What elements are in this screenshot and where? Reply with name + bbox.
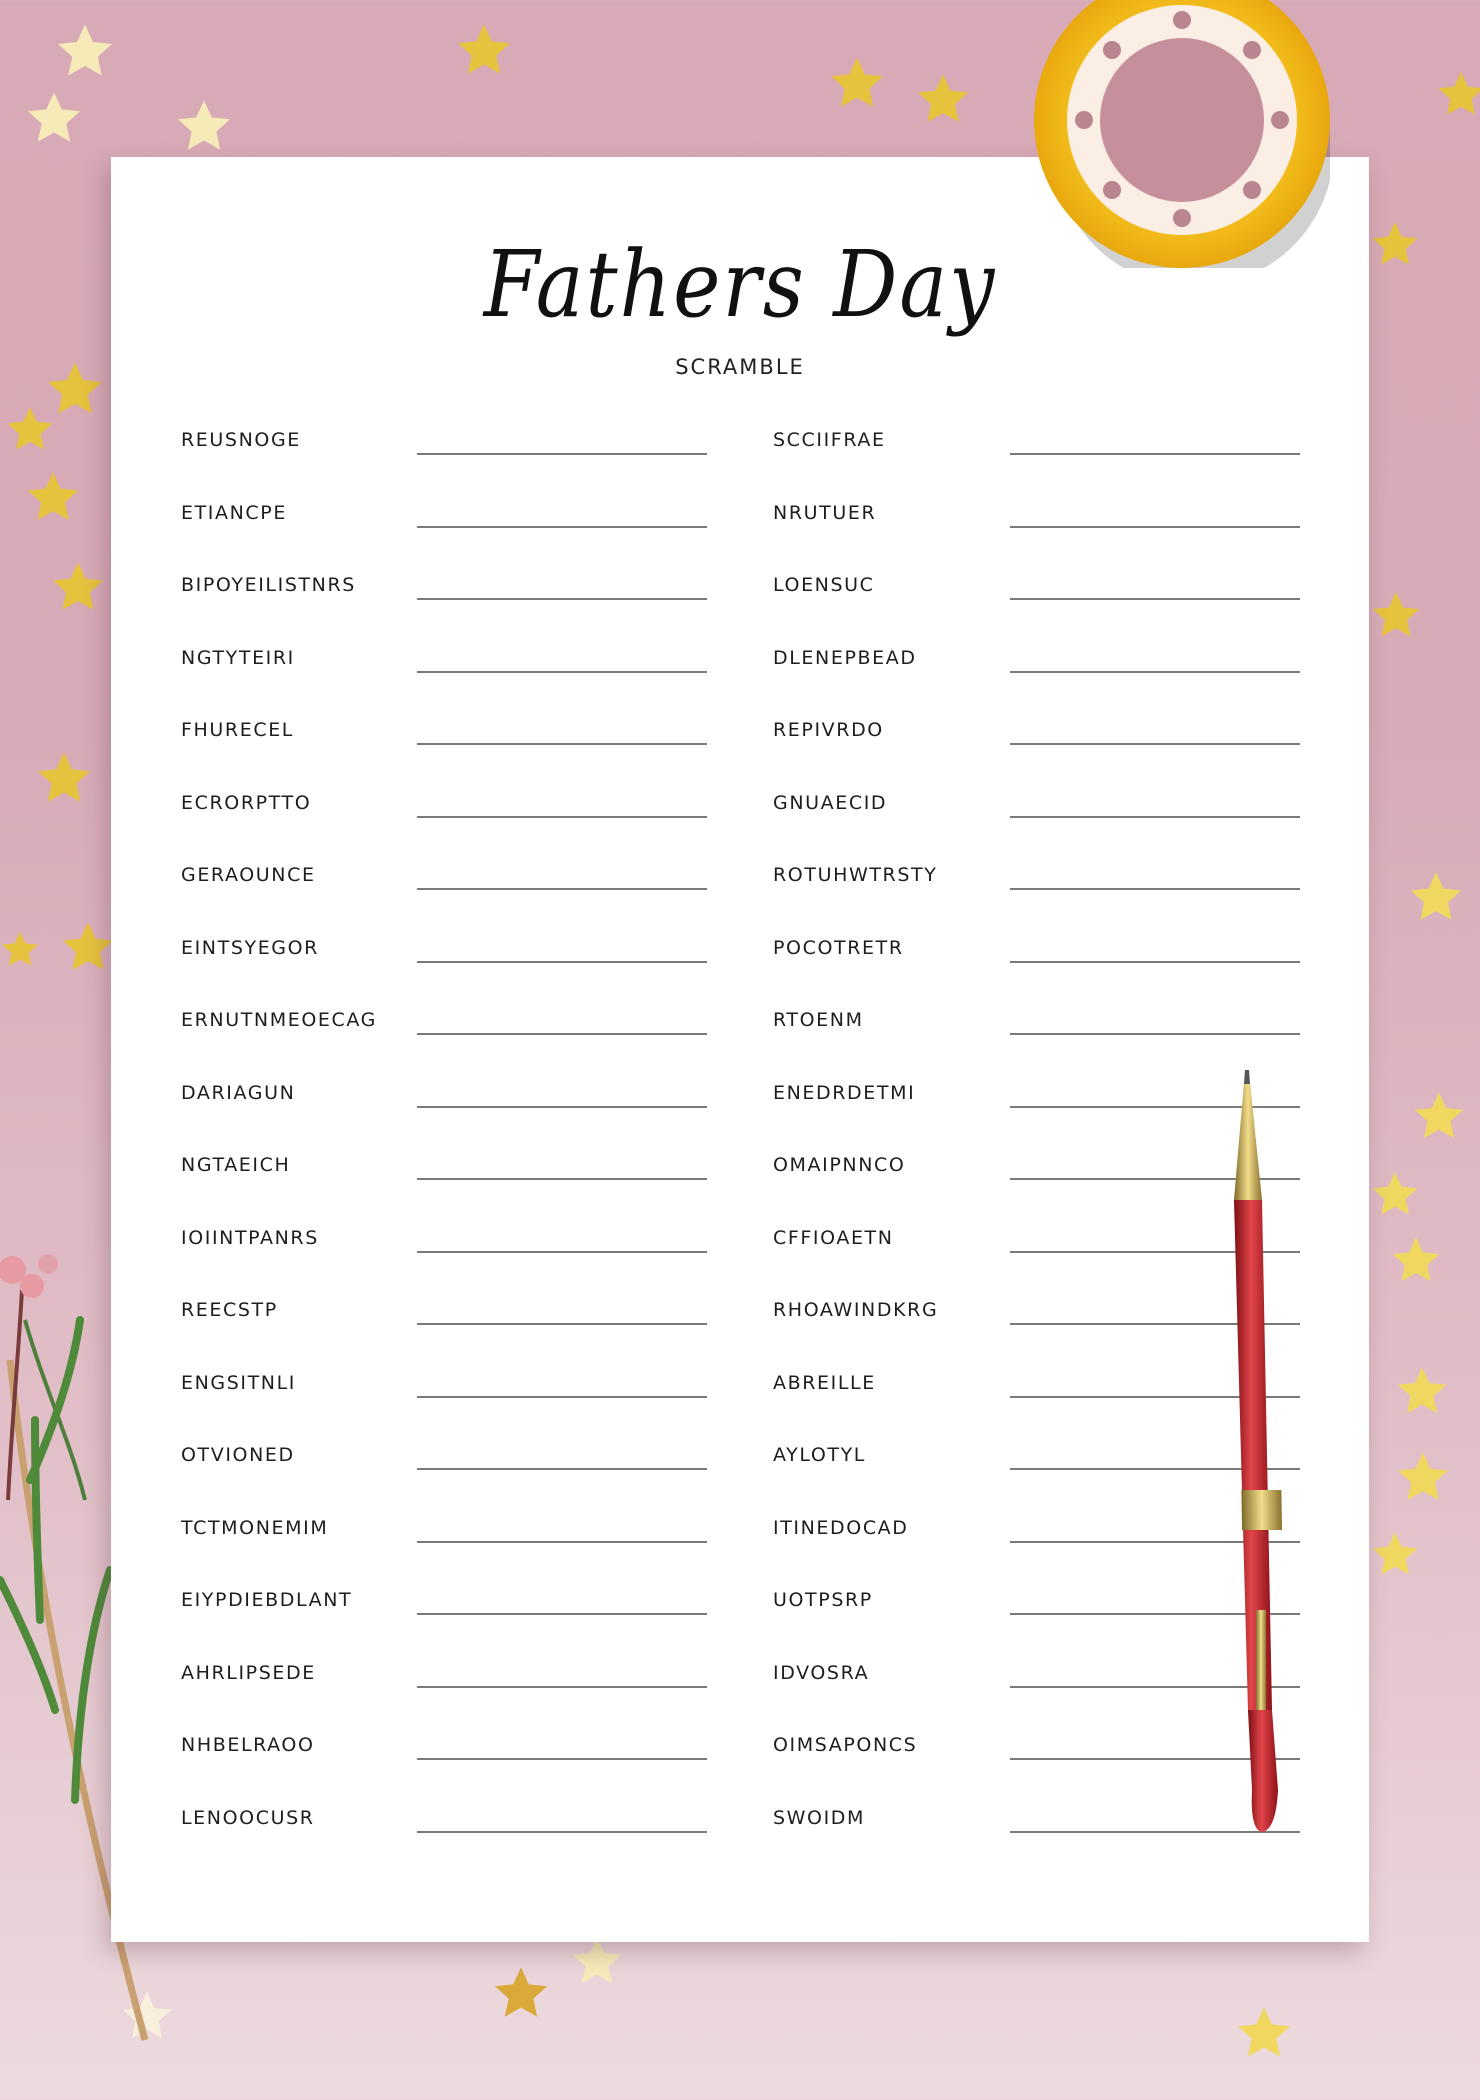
pen-icon [1214, 1070, 1334, 1870]
star-icon [1395, 1450, 1451, 1506]
answer-line[interactable] [417, 1251, 707, 1253]
scrambled-word: FHURECEL [181, 719, 294, 741]
answer-line[interactable] [417, 1178, 707, 1180]
answer-line[interactable] [417, 1468, 707, 1470]
answer-line[interactable] [417, 526, 707, 528]
scrambled-word: IOIINTPANRS [181, 1226, 319, 1249]
scramble-row [181, 1289, 721, 1329]
star-icon [1370, 590, 1422, 642]
scrambled-word: SWOIDM [773, 1806, 866, 1829]
star-icon [1370, 220, 1420, 270]
scrambled-word: GNUAECID [773, 791, 888, 814]
star-icon [0, 930, 40, 970]
star-icon [828, 55, 886, 113]
scramble-row [181, 1072, 721, 1112]
scrambled-word: UOTPSRP [773, 1589, 873, 1611]
scramble-row [181, 854, 721, 894]
star-icon [1436, 70, 1480, 120]
answer-line[interactable] [1010, 526, 1300, 528]
scrambled-word: DLENEPBEAD [773, 646, 917, 669]
scramble-row [181, 1652, 721, 1692]
scrambled-word: AYLOTYL [773, 1444, 866, 1466]
scrambled-word: LENOOCUSR [181, 1806, 315, 1829]
scramble-row [773, 492, 1313, 532]
answer-line[interactable] [1010, 671, 1300, 673]
scramble-row [181, 1144, 721, 1184]
answer-line[interactable] [417, 1831, 707, 1833]
scramble-row [181, 1797, 721, 1837]
scrambled-word: POCOTRETR [773, 936, 904, 959]
answer-line[interactable] [1010, 1033, 1300, 1035]
star-icon [1395, 1365, 1449, 1419]
answer-line[interactable] [417, 1686, 707, 1688]
scramble-row [181, 1434, 721, 1474]
scrambled-word: NHBELRAOO [181, 1734, 315, 1756]
scramble-row [181, 709, 721, 749]
scrambled-word: REECSTP [181, 1299, 278, 1321]
scrambled-word: REUSNOGE [181, 429, 301, 451]
scramble-row [773, 564, 1313, 604]
scrambled-word: BIPOYEILISTNRS [181, 574, 356, 596]
tape-roll-icon [1034, 0, 1330, 268]
answer-line[interactable] [1010, 816, 1300, 818]
answer-line[interactable] [417, 1396, 707, 1398]
star-icon [25, 90, 83, 148]
scrambled-word: TCTMONEMIM [181, 1516, 329, 1539]
answer-line[interactable] [1010, 743, 1300, 745]
star-icon [5, 405, 55, 455]
scrambled-word: ETIANCPE [181, 501, 287, 524]
star-icon [50, 560, 106, 616]
star-icon [492, 1965, 550, 2023]
scrambled-word: ITINEDOCAD [773, 1516, 909, 1539]
star-icon [175, 98, 233, 156]
scrambled-word: OTVIONED [181, 1444, 295, 1466]
answer-line[interactable] [417, 888, 707, 890]
answer-line[interactable] [417, 1758, 707, 1760]
scramble-row [773, 709, 1313, 749]
scramble-row [181, 927, 721, 967]
answer-line[interactable] [417, 671, 707, 673]
answer-line[interactable] [417, 961, 707, 963]
worksheet-title: Fathers Day [483, 230, 997, 338]
star-icon [915, 72, 971, 128]
star-icon [1408, 870, 1464, 926]
scramble-row [181, 1724, 721, 1764]
scrambled-word: EIYPDIEBDLANT [181, 1589, 353, 1611]
scrambled-word: REPIVRDO [773, 719, 884, 741]
answer-line[interactable] [417, 1033, 707, 1035]
scramble-row [181, 637, 721, 677]
scrambled-word: SCCIIFRAE [773, 429, 886, 451]
scramble-row [181, 492, 721, 532]
scrambled-word: IDVOSRA [773, 1661, 870, 1684]
scramble-row [181, 1507, 721, 1547]
scramble-row [773, 927, 1313, 967]
scrambled-word: ABREILLE [773, 1371, 876, 1394]
scrambled-word: RTOENM [773, 1009, 864, 1031]
answer-line[interactable] [417, 1323, 707, 1325]
worksheet-subtitle: SCRAMBLE [675, 355, 805, 379]
star-icon [1412, 1090, 1466, 1144]
scrambled-word: AHRLIPSEDE [181, 1661, 316, 1684]
star-icon [1235, 2005, 1293, 2063]
scramble-row [181, 419, 721, 459]
answer-line[interactable] [417, 453, 707, 455]
scramble-row [181, 1217, 721, 1257]
scramble-row [773, 637, 1313, 677]
star-icon [1390, 1235, 1442, 1287]
scrambled-word: GERAOUNCE [181, 864, 316, 886]
scrambled-word: CFFIOAETN [773, 1226, 894, 1249]
scrambled-word: ROTUHWTRSTY [773, 864, 938, 886]
scramble-row [773, 782, 1313, 822]
star-icon [570, 1935, 624, 1989]
scrambled-word: ENEDRDETMI [773, 1081, 916, 1104]
scrambled-word: ENGSITNLI [181, 1371, 297, 1394]
star-icon [35, 750, 93, 808]
star-icon [60, 920, 116, 976]
scrambled-word: EINTSYEGOR [181, 936, 319, 959]
answer-line[interactable] [417, 1106, 707, 1108]
scrambled-word: ERNUTNMEOECAG [181, 1009, 377, 1031]
scrambled-word: LOENSUC [773, 574, 875, 596]
answer-line[interactable] [1010, 598, 1300, 600]
answer-line[interactable] [417, 1613, 707, 1615]
scramble-row [181, 1362, 721, 1402]
star-icon [1370, 1170, 1420, 1220]
scrambled-word: NGTYTEIRI [181, 646, 295, 669]
scramble-row [181, 782, 721, 822]
answer-line[interactable] [417, 743, 707, 745]
scramble-row [773, 419, 1313, 459]
scramble-row [773, 999, 1313, 1039]
scrambled-word: OIMSAPONCS [773, 1734, 918, 1756]
scramble-row [181, 1579, 721, 1619]
scrambled-word: ECRORPTTO [181, 791, 312, 814]
scramble-row [181, 999, 721, 1039]
scrambled-word: NGTAEICH [181, 1154, 291, 1176]
answer-line[interactable] [1010, 453, 1300, 455]
star-icon [1370, 1530, 1420, 1580]
worksheet-paper [111, 157, 1369, 1942]
scrambled-word: RHOAWINDKRG [773, 1299, 939, 1321]
star-icon [455, 22, 513, 80]
answer-line[interactable] [1010, 961, 1300, 963]
scrambled-word: NRUTUER [773, 501, 877, 524]
star-icon [25, 470, 81, 526]
answer-line[interactable] [417, 1541, 707, 1543]
answer-line[interactable] [1010, 888, 1300, 890]
scramble-row [181, 564, 721, 604]
scramble-row [773, 854, 1313, 894]
answer-line[interactable] [417, 598, 707, 600]
answer-line[interactable] [417, 816, 707, 818]
star-icon [55, 22, 115, 82]
scrambled-word: OMAIPNNCO [773, 1154, 906, 1176]
scrambled-word: DARIAGUN [181, 1081, 296, 1104]
